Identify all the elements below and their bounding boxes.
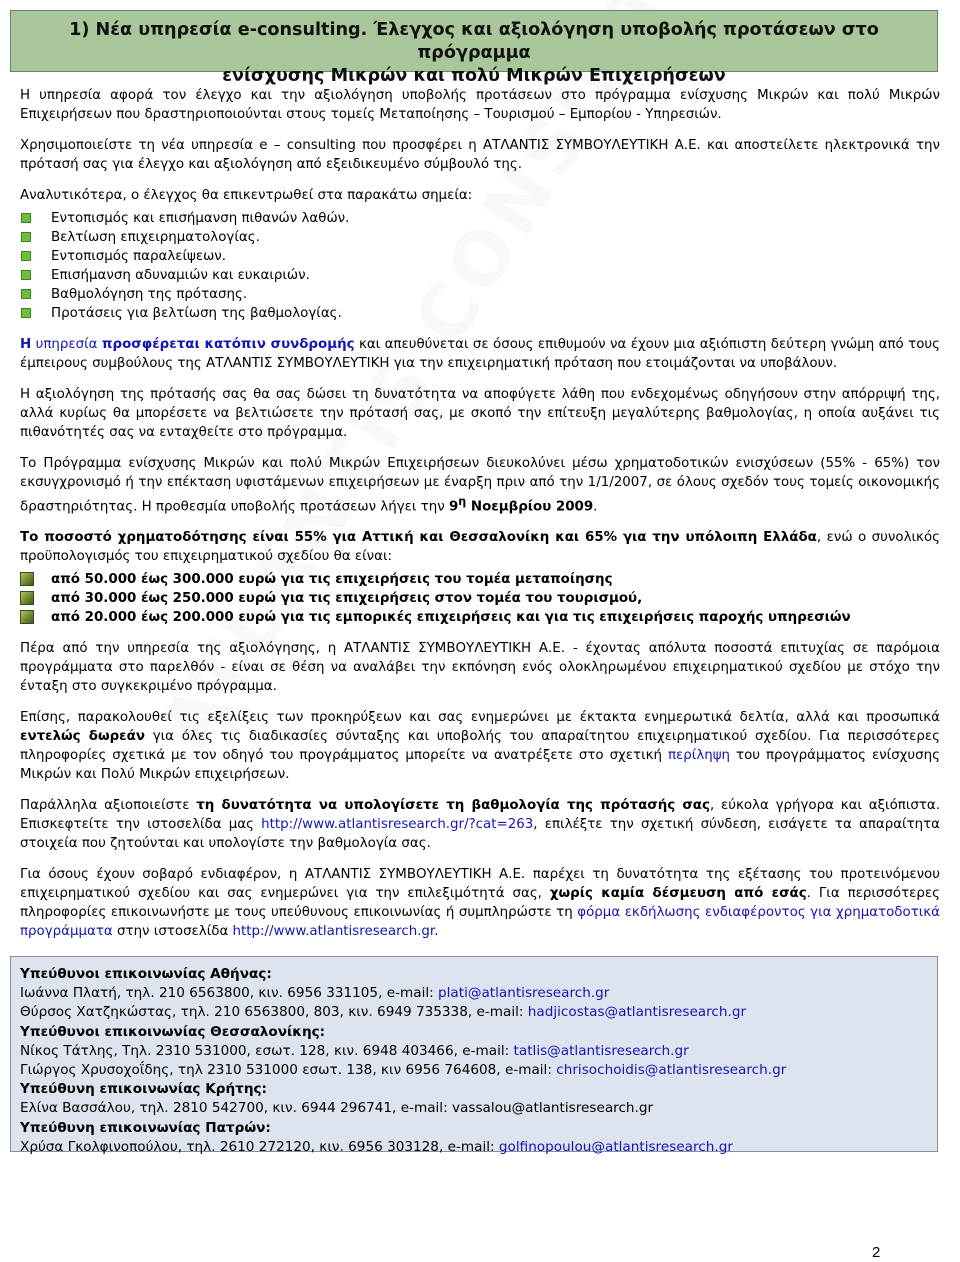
list-item: Εντοπισμός και επισήμανση πιθανών λαθών. (20, 209, 940, 228)
budget-list (20, 570, 940, 627)
check-points-list (20, 209, 940, 323)
contact-line: Γιώργος Χρυσοχοΐδης, τηλ 2310 531000 εσωτ. 138, κιν 6956 764608, e-mail: chrisochoidis@atlantisresearch.gr (20, 1062, 787, 1079)
program-paragraph: Το Πρόγραμμα ενίσχυσης Μικρών και πολύ Μικρών Επιχειρήσεων διευκολύνει μέσω χρηματοδοτικών ενισχύσεων (55% - 65%) τον εκσυγχρονισμό ή την επέκταση υφιστάμενων επιχειρήσεων με έναρξη πριν από την 1/1/2007, σε όλους σχεδόν τους τομείς οικονομικής δραστηριότητας. Η προθεσμία υποβολής προτάσεων λήγει την $9^\eta$ Νοεμβρίου 2009. (20, 456, 940, 515)
page-title-line-2: ενίσχυσης Μικρών και πολύ Μικρών Επιχειρήσεων (222, 66, 726, 86)
list-item: Εντοπισμός παραλείψεων. (20, 247, 940, 266)
bullet-square-icon (21, 270, 31, 280)
list-item: από 20.000 έως 200.000 ευρώ για τις εμπορικές επιχειρήσεις και για τις επιχειρήσεις παροχής υπηρεσιών (20, 608, 940, 627)
list-item: από 50.000 έως 300.000 ευρώ για τις επιχειρήσεις του τομέα μεταποίησης (20, 570, 940, 589)
beyond-paragraph: Πέρα από την υπηρεσία της αξιολόγησης, η ΑΤΛΑΝΤΙΣ ΣΥΜΒΟΥΛΕΥΤΙΚΗ Α.Ε. - έχοντας απόλυτα ποσοστά επιτυχίας σε παρόμοια προγράμματα στο παρελθόν - είναι σε θέση να αναλάβει την εκπόνηση ενός ολοκληρωμένου επιχειρηματικού σχεδίου με στόχο την ένταξη στο συγκεκριμένο πρόγραμμα. (20, 641, 940, 695)
page-title-box (10, 10, 938, 86)
service-paragraph: Η υπηρεσία προσφέρεται κατόπιν συνδρομής και απευθύνεται σε όσους επιθυμούν να έχουν μια αξιόπιστη δεύτερη γνώμη από τους έμπειρους συμβούλους της ΑΤΛΑΝΤΙΣ ΣΥΜΒΟΥΛΕΥΤΙΚΗ για την επιχειρηματική πρόταση που ετοιμάζονται να υποβάλουν. (20, 337, 941, 371)
thessaloniki-heading: Υπεύθυνοι επικοινωνίας Θεσσαλονίκης: (20, 1023, 326, 1040)
bullet-square-icon (20, 572, 34, 586)
bullet-square-icon (21, 232, 31, 242)
summary-link[interactable]: περίληψη (667, 748, 731, 764)
list-item: Βαθμολόγηση της πρότασης. (20, 285, 940, 304)
list-item: από 30.000 έως 250.000 ευρώ για τις επιχειρήσεις στον τομέα του τουρισμού, (20, 589, 940, 608)
bullet-square-icon (21, 213, 31, 223)
contact-line: Ελίνα Βασσάλου, τηλ. 2810 542700, κιν. 6944 296741, e-mail: vassalou@atlantisresearch.gr (20, 1100, 654, 1117)
contact-line: Ιωάννα Πλατή, τηλ. 210 6563800, κιν. 6956 331105, e-mail: plati@atlantisresearch.gr (20, 985, 610, 1002)
contact-line: Χρύσα Γκολφινοπούλου, τηλ. 2610 272120, κιν. 6956 303128, e-mail: golfinopoulou@atlantisresearch.gr (20, 1138, 733, 1155)
bullet-square-icon (21, 289, 31, 299)
bullet-square-icon (20, 591, 34, 605)
updates-paragraph: Επίσης, παρακολουθεί τις εξελίξεις των προκηρύξεων και σας ενημερώνει με έκτακτα ενημερωτικά δελτία, αλλά και προσωπικά εντελώς δωρεάν για όλες τις διαδικασίες σύνταξης και υποβολής του απαραίτητου επιχειρηματικού σχεδίου. Για περισσότερες πληροφορίες σχετικά με τον οδηγό του προγράμματος μπορείτε να ανατρέξετε στο σχετική περίληψη του προγράμματος ενίσχυσης Μικρών και Πολύ Μικρών επιχειρήσεων. (20, 710, 941, 783)
page-number: 2 (872, 1244, 881, 1261)
main-content (20, 86, 940, 953)
email-link[interactable]: golfinopoulou@atlantisresearch.gr (498, 1138, 733, 1155)
patras-heading: Υπεύθυνη επικοινωνίας Πατρών: (20, 1119, 271, 1136)
analysis-intro: Αναλυτικότερα, ο έλεγχος θα επικεντρωθεί στα παρακάτω σημεία: (20, 188, 473, 203)
athens-heading: Υπεύθυνοι επικοινωνίας Αθήνας: (20, 966, 272, 982)
page-title-line-1: 1) Νέα υπηρεσία e-consulting. Έλεγχος και αξιολόγηση υποβολής προτάσεων στο πρόγραμμα (69, 20, 879, 63)
contacts-box (10, 956, 938, 1155)
funding-paragraph: Το ποσοστό χρηματοδότησης είναι 55% για Αττική και Θεσσαλονίκη και 65% για την υπόλοιπη Ελλάδα, ενώ ο συνολικός προϋπολογισμός του επιχειρηματικού σχεδίου θα είναι: (20, 530, 940, 565)
email-link[interactable]: hadjicostas@atlantisresearch.gr (527, 1004, 747, 1021)
website-link[interactable]: http://www.atlantisresearch.gr (232, 924, 435, 940)
crete-heading: Υπεύθυνη επικοινωνίας Κρήτης: (20, 1081, 267, 1098)
interest-paragraph: Για όσους έχουν σοβαρό ενδιαφέρον, η ΑΤΛΑΝΤΙΣ ΣΥΜΒΟΥΛΕΥΤΙΚΗ Α.Ε. παρέχει τη δυνατότητα της εξέτασης του προτεινόμενου επιχειρηματικού σχεδίου και σας ενημερώνει για την επιλεξιμότητά σας, χωρίς καμία δέσμευση από εσάς. Για περισσότερες πληροφορίες επικοινωνήστε με τους υπεύθυνους επικοινωνίας ή συμπληρώστε τη φόρμα εκδήλωσης ενδιαφέροντος για χρηματοδοτικά προγράμματα στην ιστοσελίδα http://www.atlantisresearch.gr. (20, 867, 941, 940)
bullet-square-icon (21, 308, 31, 318)
list-item: Επισήμανση αδυναμιών και ευκαιριών. (20, 266, 940, 285)
email-link[interactable]: chrisochoidis@atlantisresearch.gr (556, 1062, 787, 1079)
usage-paragraph: Χρησιμοποιείστε τη νέα υπηρεσία e – consulting που προσφέρει η ΑΤΛΑΝΤΙΣ ΣΥΜΒΟΥΛΕΥΤΙΚΗ Α.Ε. και αποστείλετε ηλεκτρονικά την πρότασή σας για έλεγχο και αξιολόγηση από εξειδικευμένο σύμβουλό της. (20, 138, 940, 172)
email-link[interactable]: tatlis@atlantisresearch.gr (513, 1042, 689, 1059)
contact-line: Νίκος Τάτλης, Τηλ. 2310 531000, εσωτ. 128, κιν. 6948 403466, e-mail: tatlis@atlantisresearch.gr (20, 1042, 689, 1059)
list-item: Προτάσεις για βελτίωση της βαθμολογίας. (20, 304, 940, 323)
interest-form-link[interactable]: φόρμα εκδήλωσης ενδιαφέροντος για χρηματοδοτικά προγράμματα (20, 905, 941, 940)
list-item: Βελτίωση επιχειρηματολογίας. (20, 228, 940, 247)
intro-paragraph: Η υπηρεσία αφορά τον έλεγχο και την αξιολόγηση υποβολής προτάσεων στο πρόγραμμα ενίσχυσης Μικρών και πολύ Μικρών Επιχειρήσεων που δραστηριοποιούνται στους τομείς Μεταποίησης – Τουρισμού – Εμπορίου - Υπηρεσιών. (20, 88, 940, 122)
bullet-square-icon (21, 251, 31, 261)
evaluation-paragraph: Η αξιολόγηση της πρότασής σας θα σας δώσει τη δυνατότητα να αποφύγετε λάθη που ενδεχομένως οδηγήσουν στην απόρριψή της, αλλά κυρίως θα μπορέσετε να βελτιώσετε την πρότασή σας, με σκοπό την επίτευξη μεγαλύτερης βαθμολογίας, η οποία αυξάνει τις πιθανότητές σας να ενταχθείτε στο πρόγραμμα. (20, 387, 940, 440)
email-link[interactable]: plati@atlantisresearch.gr (438, 985, 610, 1002)
score-calculator-link[interactable]: http://www.atlantisresearch.gr/?cat=263 (261, 817, 534, 833)
contact-line: Θύρσος Χατζηκώστας, τηλ. 210 6563800, 803, κιν. 6949 735338, e-mail: hadjicostas@atlantisresearch.gr (20, 1004, 747, 1021)
bullet-square-icon (20, 610, 34, 624)
score-paragraph: Παράλληλα αξιοποιείστε τη δυνατότητα να υπολογίσετε τη βαθμολογία της πρότασής σας, εύκολα γρήγορα και αξιόπιστα. Επισκεφτείτε την ιστοσελίδα μας http://www.atlantisresearch.gr/?cat=263, επιλέξτε την σχετική σύνδεση, εισάγετε τα απαραίτητα στοιχεία που ζητούνται και υπολογίστε την βαθμολογία σας. (20, 798, 941, 852)
